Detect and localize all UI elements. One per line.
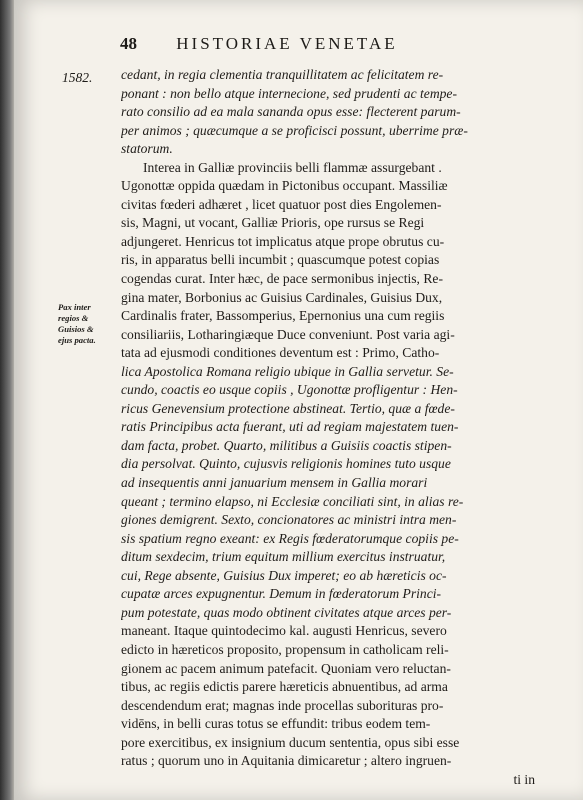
text-line: sis, Magni, ut vocant, Galliæ Prioris, ope rursus se Regi: [121, 215, 425, 231]
text-line: edicto in hæreticos proposito, propensum in catholicam reli-: [121, 641, 449, 657]
text-line: tibus, ac regiis edictis parere hæreticis abnuentibus, ad arma: [121, 679, 448, 695]
text-line: rato consilio ad ea mala sananda opus esse: flecterent parum-: [121, 104, 461, 120]
text-line: ti in: [513, 771, 535, 787]
text-line: ponant : non bello atque internecione, sed prudenti ac tempe-: [121, 85, 457, 101]
main-text-block: [121, 66, 541, 789]
text-line: pore exercitibus, ex insignium ducum sententia, opus sibi esse: [121, 734, 460, 750]
margin-note-line: ejus pacta.: [58, 335, 96, 345]
margin-note-line: Guisios &: [58, 324, 94, 334]
text-line: gionem ac pacem animum patefacit. Quoniam vero reluctan-: [121, 660, 451, 676]
text-line: tata ad ejusmodi conditiones deventum est : Primo, Catho-: [121, 345, 440, 361]
text-line: pum potestate, quas modo obtinent civitates atque arces per-: [121, 604, 452, 620]
margin-note: [58, 302, 116, 346]
text-line: descendendum erat; magnas inde procellas suborituras pro-: [121, 697, 444, 713]
text-line: Ugonottæ oppida quædam in Pictonibus occupant. Massiliæ: [121, 178, 448, 194]
text-line: sis spatium regno exeant: ex Regis fœderatorumque copiis pe-: [121, 530, 459, 546]
text-line: maneant. Itaque quintodecimo kal. augusti Henricus, severo: [121, 623, 447, 639]
margin-note-line: regios &: [58, 313, 89, 323]
running-header: [120, 34, 540, 54]
text-line: per animos ; quæcumque a se proficisci possunt, uberrime præ-: [121, 122, 468, 138]
margin-note-line: Pax inter: [58, 302, 91, 312]
text-line: vidēns, in belli curas totus se effundit: tribus eodem tem-: [121, 716, 431, 732]
text-line: dia persolvat. Quinto, cujusvis religionis homines tuto usque: [121, 456, 451, 472]
running-title: HISTORIAE VENETAE: [176, 34, 398, 53]
text-line: cui, Rege absente, Guisius Dux imperet; eo ab hæreticis oc-: [121, 567, 447, 583]
text-line: lica Apostolica Romana religio ubique in Gallia servetur. Se-: [121, 363, 454, 379]
text-line: consiliariis, Lotharingiæque Duce conveniunt. Post varia agi-: [121, 326, 455, 342]
text-line: cundo, coactis eo usque copiis , Ugonottæ profligentur : Hen-: [121, 382, 458, 398]
text-line: ris, in apparatus belli incumbit ; quascumque potest copias: [121, 252, 440, 268]
text-line: dam facta, probet. Quarto, militibus a Guisiis coactis stipen-: [121, 437, 452, 453]
text-line: ratus ; quorum uno in Aquitania dimicaretur ; altero ingruen-: [121, 753, 452, 769]
margin-year: 1582.: [62, 70, 93, 85]
text-line: ditum sexdecim, trium equitum millium exercitus instruatur,: [121, 549, 446, 565]
text-line: giones demigrent. Sexto, concionatores ac ministri intra men-: [121, 512, 457, 528]
text-line: civitas fœderi adhæret , licet quatuor post dies Engolemen-: [121, 196, 442, 212]
text-line: cedant, in regia clementia tranquillitatem ac felicitatem re-: [121, 67, 444, 82]
text-line: cogendas curat. Inter hæc, de pace sermonibus injectis, Re-: [121, 271, 443, 287]
text-line: ricus Genevensium protectione abstineat. Tertio, quæ a fœde-: [121, 400, 455, 416]
text-line: Cardinalis frater, Bassomperius, Epernonius una cum regiis: [121, 308, 445, 324]
text-line: queant ; termino elapso, ni Ecclesiæ conciliati sint, in alias re-: [121, 493, 464, 509]
book-spine-shadow: [0, 0, 14, 800]
text-line: Interea in Galliæ provinciis belli flammæ assurgebant .: [143, 159, 442, 175]
page-number: 48: [120, 34, 137, 53]
text-line: adjungeret. Henricus tot implicatus atque prope obrutus cu-: [121, 233, 445, 249]
text-line: ad insequentis anni januarium mensem in Gallia morari: [121, 475, 428, 491]
text-line: cupatæ arces expugnentur. Demum in fœderatorum Princi-: [121, 586, 442, 602]
text-line: statorum.: [121, 141, 173, 157]
text-line: ratis Principibus acta fuerant, uti ad regiam majestatem tuen-: [121, 419, 459, 435]
text-line: gina mater, Borbonius ac Guisius Cardinales, Guisius Dux,: [121, 289, 443, 305]
